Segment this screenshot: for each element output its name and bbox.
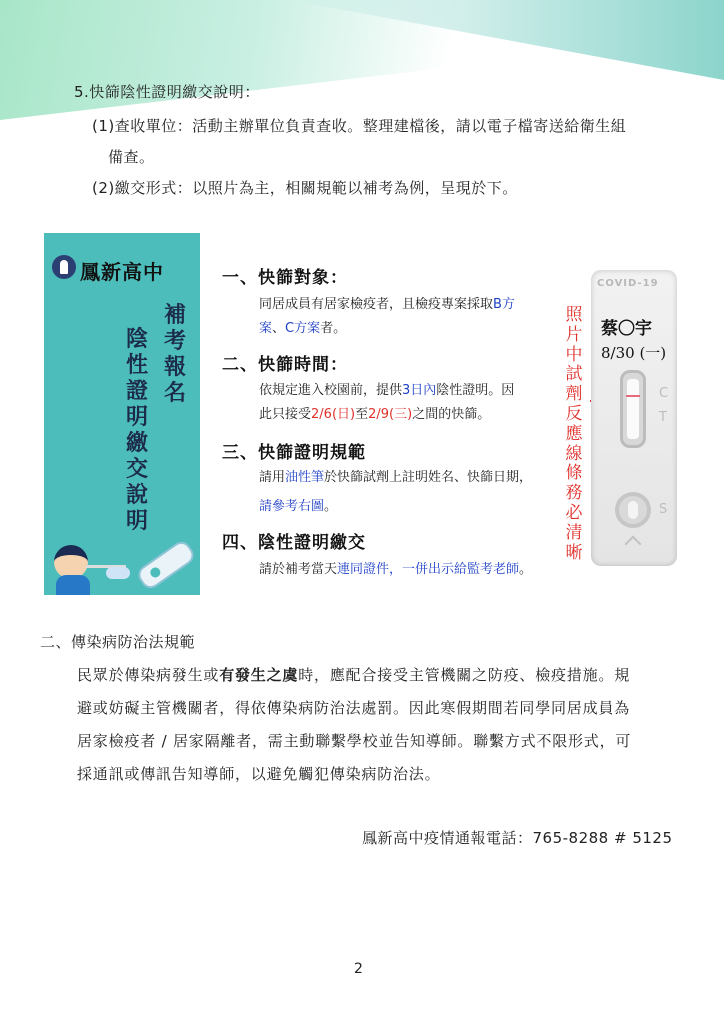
section5-item2: (2)繳交形式：以照片為主，相關規範以補考為例，呈現於下。	[92, 179, 518, 197]
poster-title-column-a: 補考報名	[163, 303, 186, 406]
photo-note-vertical: 照片中試劑反應線條務必清晰	[565, 305, 583, 563]
control-line	[626, 395, 640, 397]
section2-line-b: 避或妨礙主管機關者，得依傳染病防治法處罰。因此寒假期間若同學同居成員為	[77, 699, 631, 717]
guide-heading-1: 一、快篩對象：	[222, 268, 348, 288]
sample-well	[615, 492, 651, 528]
guide-body-1a: 同居成員有居家檢疫者，且檢疫專案採取B方	[259, 297, 515, 312]
label-s: S	[659, 502, 668, 517]
guide-body-2a: 依規定進入校園前，提供3日內陰性證明。因	[259, 383, 515, 398]
guide-body-1b: 案、C方案者。	[259, 321, 347, 336]
page-number: 2	[354, 961, 363, 977]
poster-school-name: 鳳新高中	[80, 260, 164, 284]
guide-body-3b: 請參考右圖。	[259, 499, 338, 514]
guide-heading-2: 二、快篩時間：	[222, 355, 348, 375]
poster-image	[44, 233, 200, 595]
section5-item1-line1: (1)查收單位：活動主辦單位負責查收。整理建檔後，請以電子檔寄送給衛生組	[92, 117, 627, 135]
guide-body-2b: 此只接受2/6(日)至2/9(三)之間的快篩。	[259, 407, 491, 422]
hotline-text: 鳳新高中疫情通報電話：765-8288 # 5125	[362, 829, 673, 847]
child-illustration-icon	[54, 545, 88, 579]
school-logo-icon	[52, 255, 76, 279]
guide-body-4a: 請於補考當天連同證件，一併出示給監考老師。	[259, 562, 533, 577]
glove-hand-icon	[106, 567, 130, 579]
label-t: T	[659, 410, 667, 425]
section5-item1-line2: 備查。	[108, 148, 155, 166]
cassette-brand: COVID-19	[597, 278, 659, 289]
guide-body-3a: 請用油性筆於快篩試劑上註明姓名、快篩日期，	[259, 470, 533, 485]
poster-title-column-b: 陰性證明繳交說明	[125, 327, 148, 534]
cassette-handwritten-name: 蔡〇宇	[601, 319, 652, 339]
test-cassette-photo	[591, 270, 677, 566]
label-c: C	[659, 386, 669, 401]
cassette-handwritten-date: 8/30 (一)	[601, 344, 667, 362]
child-body-icon	[56, 575, 90, 595]
section5-title: 5.快篩陰性證明繳交說明：	[74, 83, 260, 101]
section2-title: 二、傳染病防治法規範	[40, 633, 196, 651]
section2-line-d: 採通訊或傳訊告知導師，以避免觸犯傳染病防治法。	[77, 765, 441, 783]
test-kit-icon	[135, 538, 198, 592]
guide-heading-4: 四、陰性證明繳交	[222, 533, 366, 553]
result-window	[620, 370, 646, 448]
guide-heading-3: 三、快篩證明規範	[222, 443, 366, 463]
section2-line-c: 居家檢疫者 / 居家隔離者，需主動聯繫學校並告知導師。聯繫方式不限形式，可	[77, 732, 632, 750]
section2-line-a: 民眾於傳染病發生或有發生之虞時，應配合接受主管機關之防疫、檢疫措施。規	[77, 666, 631, 684]
chevron-up-icon	[625, 536, 642, 553]
